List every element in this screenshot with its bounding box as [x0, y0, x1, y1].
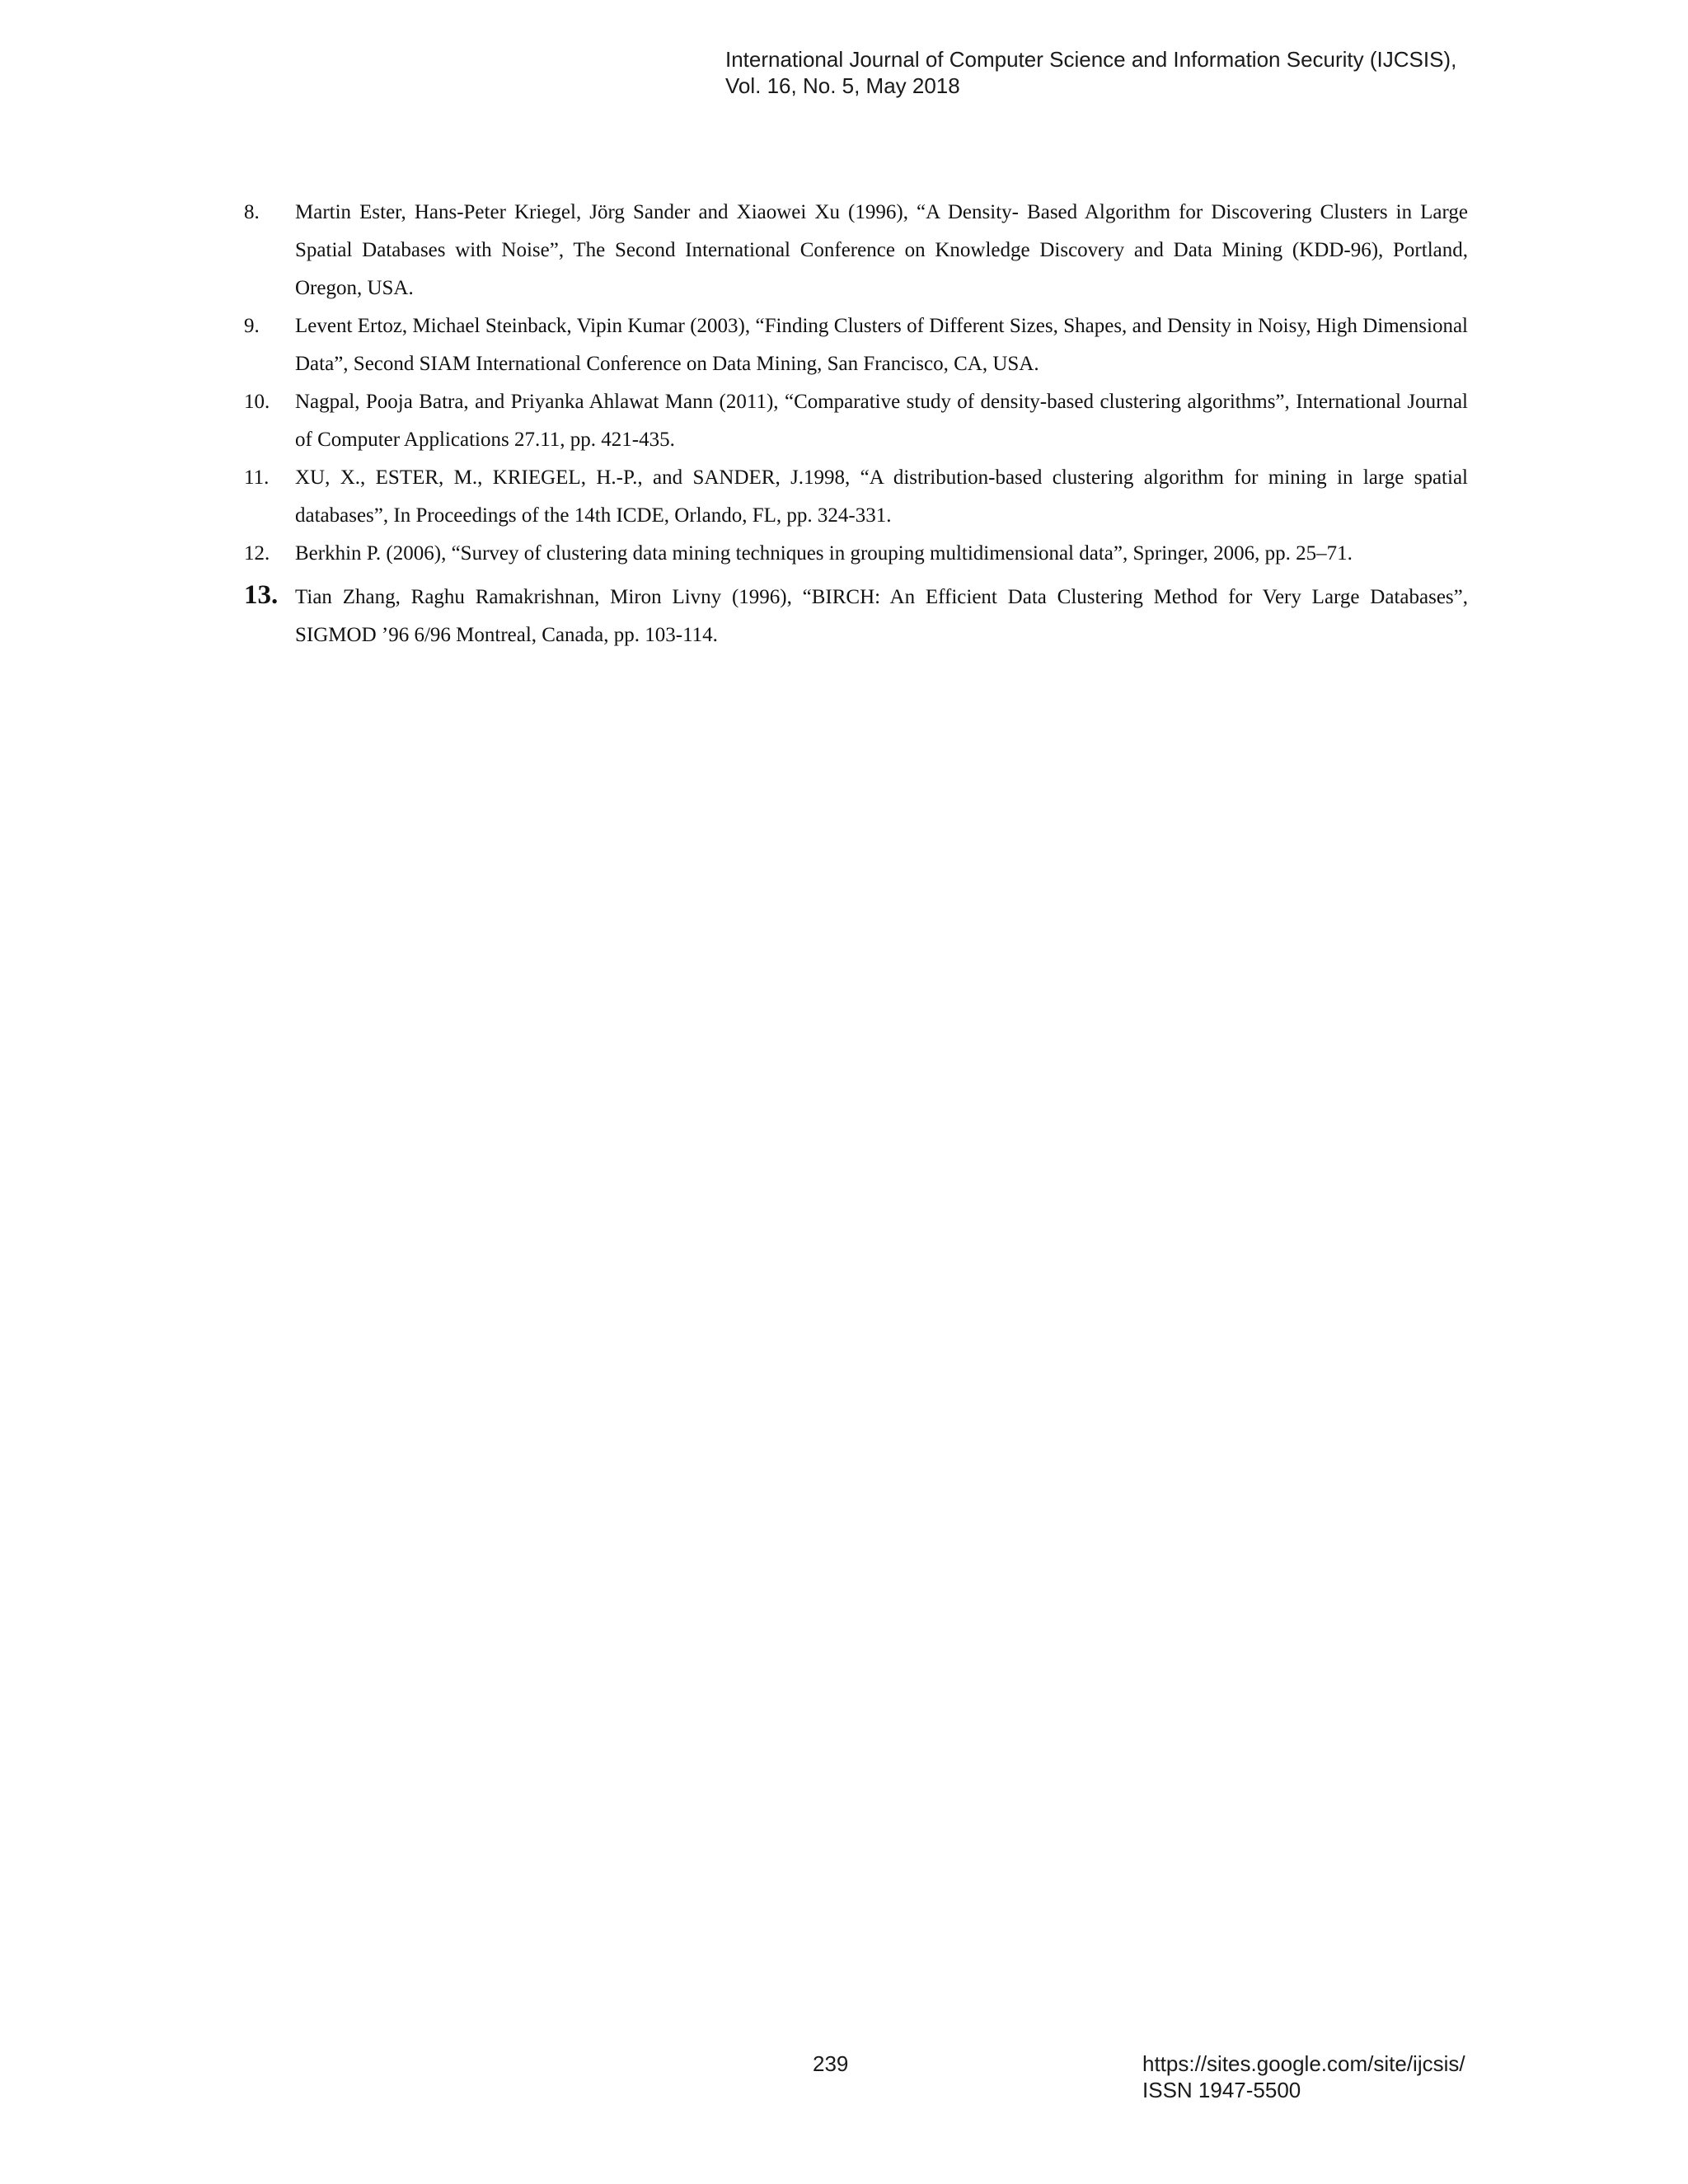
- reference-item: [244, 383, 1468, 459]
- page-number: 239: [813, 2051, 849, 2076]
- reference-text: XU, X., ESTER, M., KRIEGEL, H.-P., and SANDER, J.1998, “A distribution-based clustering algorithm for mining in large spatial databases”, In Proceedings of the 14th ICDE, Orlando, FL, pp. 324-331.: [295, 466, 1468, 527]
- running-footer: [1142, 2050, 1465, 2103]
- running-header: [725, 46, 1517, 99]
- issn-label: ISSN 1947-5500: [1142, 2078, 1301, 2102]
- reference-item: [244, 535, 1468, 573]
- journal-title: International Journal of Computer Science and Information Security (IJCSIS),: [725, 47, 1457, 72]
- reference-item: [244, 459, 1468, 535]
- reference-number: 12.: [244, 542, 270, 565]
- reference-number: 11.: [244, 466, 270, 489]
- reference-text: Tian Zhang, Raghu Ramakrishnan, Miron Livny (1996), “BIRCH: An Efficient Data Clustering Method for Very Large Databases”, SIGMOD ’96 6/96 Montreal, Canada, pp. 103-114.: [295, 586, 1468, 646]
- reference-item: [244, 307, 1468, 383]
- reference-item: [244, 576, 1468, 654]
- reference-list: [244, 194, 1468, 654]
- reference-number: 13.: [244, 580, 279, 610]
- reference-text: Nagpal, Pooja Batra, and Priyanka Ahlawat Mann (2011), “Comparative study of density-based clustering algorithms”, International Journal of Computer Applications 27.11, pp. 421-435.: [295, 391, 1468, 451]
- journal-url: https://sites.google.com/site/ijcsis/: [1142, 2051, 1465, 2076]
- journal-volume: Vol. 16, No. 5, May 2018: [725, 73, 960, 98]
- reference-item: [244, 194, 1468, 307]
- reference-text: Levent Ertoz, Michael Steinback, Vipin Kumar (2003), “Finding Clusters of Different Sizes, Shapes, and Density in Noisy, High Dimensional Data”, Second SIAM International Conference on Data Mining, San Francisco, CA, USA.: [295, 315, 1468, 375]
- reference-number: 9.: [244, 315, 260, 337]
- reference-number: 8.: [244, 201, 260, 223]
- reference-text: Martin Ester, Hans-Peter Kriegel, Jörg Sander and Xiaowei Xu (1996), “A Density- Based Algorithm for Discovering Clusters in Large Spatial Databases with Noise”, The Second International Conference on Knowledge Discovery and Data Mining (KDD-96), Portland, Oregon, USA.: [295, 201, 1468, 299]
- reference-text: Berkhin P. (2006), “Survey of clustering data mining techniques in grouping multidimensional data”, Springer, 2006, pp. 25–71.: [295, 542, 1353, 565]
- reference-number: 10.: [244, 391, 270, 413]
